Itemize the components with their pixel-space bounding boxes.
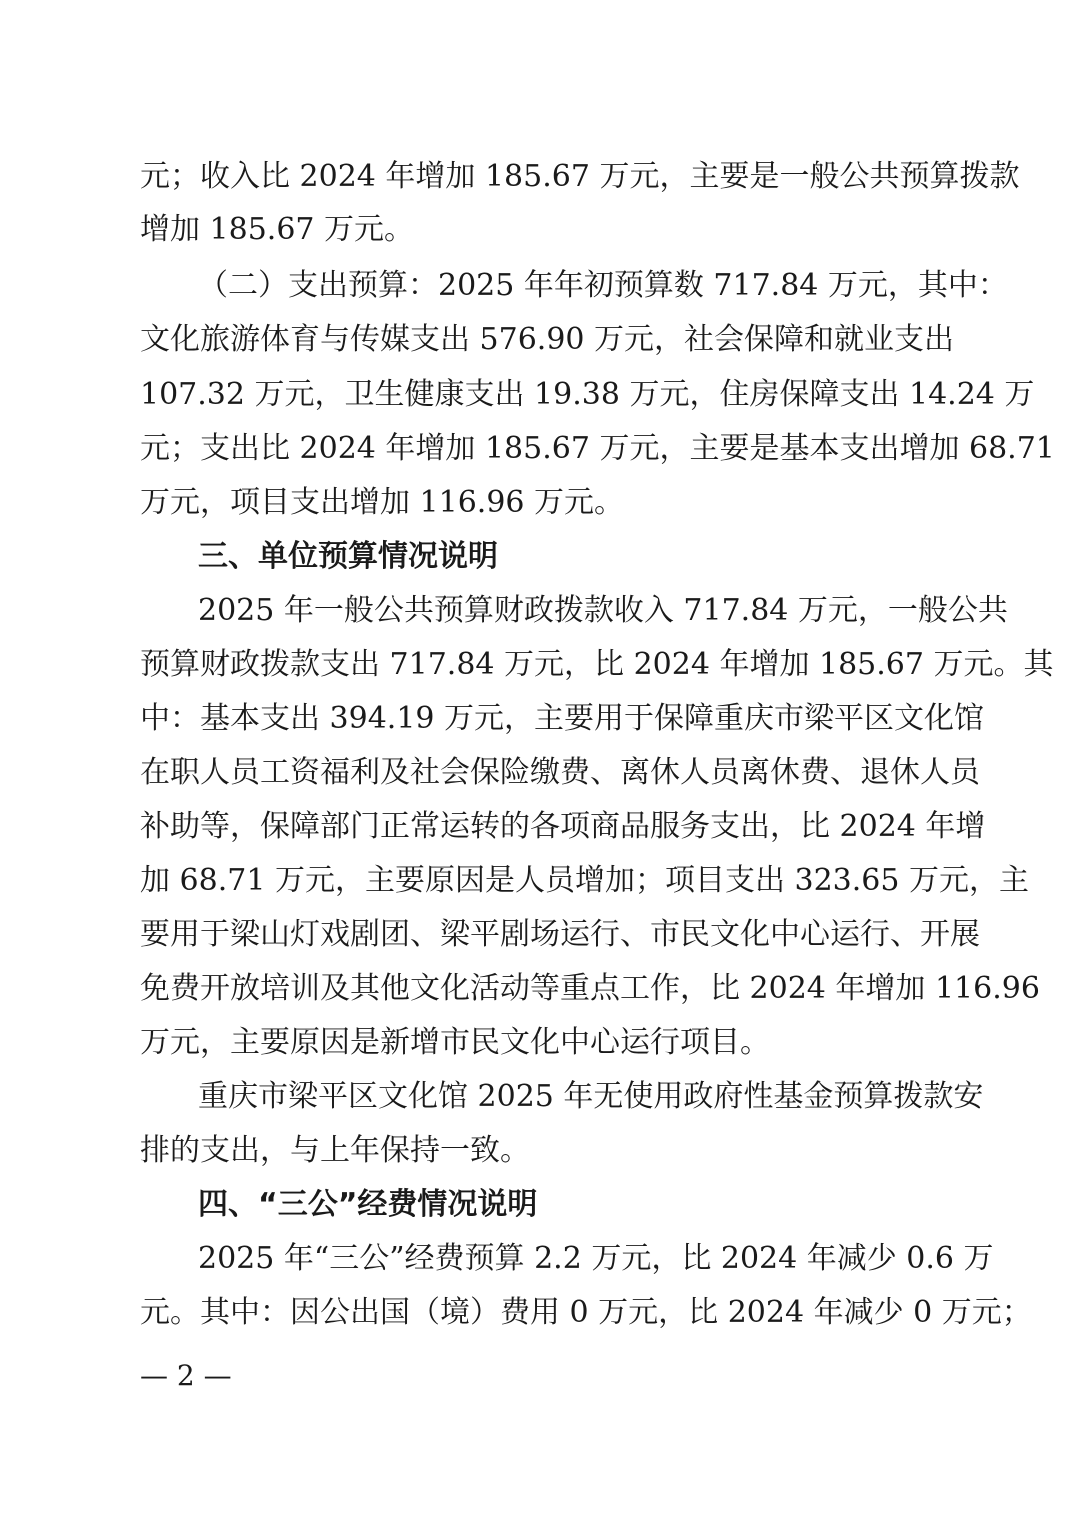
section-heading-four: 四、“三公”经费情况说明: [198, 1187, 538, 1222]
paragraph-line: 文化旅游体育与传媒支出 576.90 万元，社会保障和就业支出: [140, 322, 955, 357]
paragraph-line: 重庆市梁平区文化馆 2025 年无使用政府性基金预算拨款安: [198, 1079, 984, 1114]
paragraph-line: 中：基本支出 394.19 万元，主要用于保障重庆市梁平区文化馆: [140, 701, 985, 736]
section-heading-three: 三、单位预算情况说明: [198, 539, 498, 574]
paragraph-line: 在职人员工资福利及社会保险缴费、离休人员离休费、退休人员: [140, 755, 980, 790]
page-number: — 2 —: [140, 1359, 232, 1392]
paragraph-line: 元。其中：因公出国（境）费用 0 万元，比 2024 年减少 0 万元；: [140, 1295, 1032, 1330]
paragraph-line: 补助等，保障部门正常运转的各项商品服务支出，比 2024 年增: [140, 809, 986, 844]
paragraph-line: 107.32 万元，卫生健康支出 19.38 万元，住房保障支出 14.24 万: [140, 377, 1035, 412]
paragraph-line: （二）支出预算：2025 年年初预算数 717.84 万元，其中：: [198, 268, 1008, 303]
paragraph-line: 2025 年一般公共预算财政拨款收入 717.84 万元，一般公共: [198, 593, 1008, 628]
paragraph-line: 2025 年“三公”经费预算 2.2 万元，比 2024 年减少 0.6 万: [198, 1241, 994, 1276]
paragraph-line: 万元，项目支出增加 116.96 万元。: [140, 485, 625, 520]
paragraph-line: 排的支出，与上年保持一致。: [140, 1133, 530, 1168]
paragraph-line: 要用于梁山灯戏剧团、梁平剧场运行、市民文化中心运行、开展: [140, 917, 980, 952]
paragraph-line: 元；收入比 2024 年增加 185.67 万元，主要是一般公共预算拨款: [140, 159, 1020, 194]
paragraph-line: 增加 185.67 万元。: [140, 212, 415, 247]
paragraph-line: 万元，主要原因是新增市民文化中心运行项目。: [140, 1025, 770, 1060]
paragraph-line: 加 68.71 万元，主要原因是人员增加；项目支出 323.65 万元，主: [140, 863, 1029, 898]
paragraph-line: 元；支出比 2024 年增加 185.67 万元，主要是基本支出增加 68.71: [140, 431, 1055, 466]
paragraph-line: 预算财政拨款支出 717.84 万元，比 2024 年增加 185.67 万元。其: [140, 647, 1054, 682]
paragraph-line: 免费开放培训及其他文化活动等重点工作，比 2024 年增加 116.96: [140, 971, 1040, 1006]
